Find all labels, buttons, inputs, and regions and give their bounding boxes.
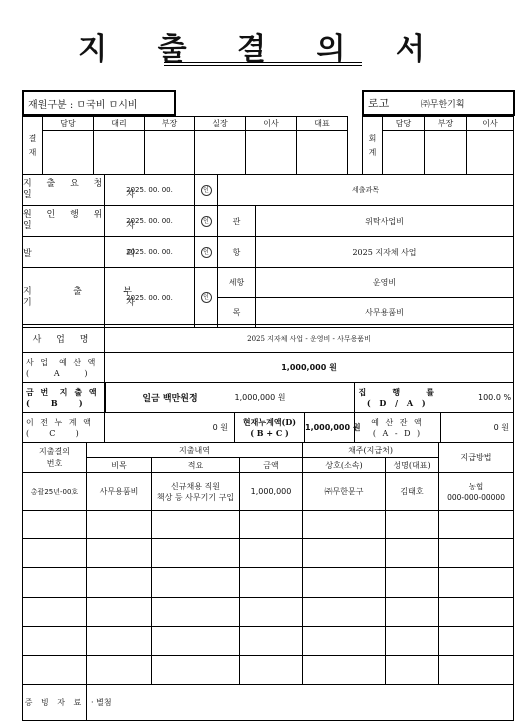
detail-method[interactable]: 농협 000-000-00000 [439, 473, 514, 511]
detail-amount[interactable]: 1,000,000 [240, 473, 303, 511]
approval-col-ceo: 대표 [297, 117, 348, 131]
date-label-proposal: 발 의 [23, 237, 105, 268]
approval-left-side-label: 결 재 [23, 117, 43, 175]
approval-right-side-label: 회 계 [363, 117, 383, 175]
title-underline-2 [164, 65, 362, 66]
detail-item[interactable]: 사무용품비 [87, 473, 152, 511]
detail-name[interactable]: 김태호 [386, 473, 439, 511]
detail-header-method: 지급방법 [439, 443, 514, 473]
approval-table [22, 116, 514, 175]
previous-label: 이 전 누 계 액 ( C ) [23, 413, 105, 443]
budget-amount-value: 1,000,000 원 [105, 353, 514, 383]
table-row [23, 568, 514, 598]
detail-header-company: 상호(소속) [303, 458, 386, 473]
balance-value: 0 원 [441, 413, 514, 443]
dates-table [22, 174, 514, 328]
detail-header-no: 지출결의 번호 [23, 443, 87, 473]
current-text-label: 일금 백만원정 [105, 383, 235, 413]
detail-company[interactable]: ㈜무한문구 [303, 473, 386, 511]
detail-header-desc: 적요 [152, 458, 240, 473]
table-row [23, 598, 514, 627]
approval-gap [348, 117, 363, 175]
budget-value-hang: 2025 지자체 사업 [256, 237, 514, 268]
date-value-cause[interactable]: 2025. 00. 00. [105, 206, 195, 237]
detail-header-creditor: 채주(지급처) [303, 443, 439, 458]
detail-no[interactable]: 총괄25년-00호 [23, 473, 87, 511]
rate-value: 100.0 % [441, 383, 514, 413]
budget-value-gwan: 위탁사업비 [256, 206, 514, 237]
table-row [23, 539, 514, 568]
date-value-ledger[interactable]: 2025. 00. 00. [105, 268, 195, 328]
approval-col-director: 부장 [145, 117, 195, 131]
accounting-col-director: 부장 [425, 117, 467, 131]
date-label-cause: 원 인 행 위 일 자 [23, 206, 105, 237]
table-row [23, 473, 514, 511]
approval-sign-box[interactable] [145, 131, 195, 175]
title-underline [164, 62, 362, 63]
cumulative-label: 현재누계액(D) ( B + C ) [235, 413, 305, 443]
logo-company: ㈜무한기획 [420, 100, 465, 110]
current-text-value: 1,000,000 원 [235, 383, 355, 413]
table-row [23, 627, 514, 656]
evidence-label: 증 빙 자 료 [23, 685, 87, 721]
accounting-col-board: 이사 [467, 117, 514, 131]
stamp-icon: 인 [201, 247, 212, 258]
budget-value-mok: 사무용품비 [256, 298, 514, 328]
budget-amount-label: 사 업 예 산 액 ( A ) [23, 353, 105, 383]
date-value-request[interactable]: 2025. 00. 00. [105, 175, 195, 206]
budget-value-sehang: 운영비 [256, 268, 514, 298]
approval-sign-box[interactable] [195, 131, 246, 175]
approval-col-chief: 실장 [195, 117, 246, 131]
approval-sign-box[interactable] [94, 131, 145, 175]
rate-label: 집 행 률 ( D / A ) [355, 383, 441, 413]
detail-header-amount: 금액 [240, 458, 303, 473]
budget-key-hang: 항 [218, 237, 256, 268]
accounting-sign-box[interactable] [383, 131, 425, 175]
cumulative-value: 1,000,000 원 [305, 413, 355, 443]
detail-header-content: 지출내역 [87, 443, 303, 458]
detail-header-item: 비목 [87, 458, 152, 473]
page-title: 지 출 결 의 서 [78, 32, 445, 67]
approval-col-board: 이사 [246, 117, 297, 131]
table-row [23, 656, 514, 685]
logo-cell [363, 91, 514, 115]
evidence-value[interactable]: · 별첨 [87, 685, 514, 721]
approval-sign-box[interactable] [43, 131, 94, 175]
budget-top-label: 세출과목 [218, 175, 514, 206]
funding-cell [23, 91, 175, 115]
detail-desc[interactable]: 신규채용 직원 책상 등 사무기기 구입 [152, 473, 240, 511]
stamp-icon: 인 [201, 292, 212, 303]
approval-sign-box[interactable] [246, 131, 297, 175]
approval-sign-box[interactable] [297, 131, 348, 175]
budget-key-mok: 목 [218, 298, 256, 328]
detail-header-name: 성명(대표) [386, 458, 439, 473]
logo-label: 로고 [368, 97, 390, 110]
approval-col-staff: 담당 [43, 117, 94, 131]
stamp-icon: 인 [201, 216, 212, 227]
previous-value: 0 원 [105, 413, 235, 443]
funding-option-city[interactable]: ㅁ시비 [108, 99, 138, 111]
balance-label: 예 산 잔 액 ( A - D ) [355, 413, 441, 443]
detail-table [22, 442, 514, 721]
date-label-ledger: 지 출 부 기 자 [23, 268, 105, 328]
table-row [23, 511, 514, 539]
date-label-request: 지 출 요 청 일 자 [23, 175, 105, 206]
header-table [22, 90, 515, 116]
stamp-icon: 인 [201, 185, 212, 196]
accounting-sign-box[interactable] [425, 131, 467, 175]
accounting-sign-box[interactable] [467, 131, 514, 175]
funding-label: 재원구분 : [28, 99, 74, 111]
funding-option-national[interactable]: ㅁ국비 [76, 99, 106, 111]
header-gap [175, 91, 363, 115]
budget-key-gwan: 관 [218, 206, 256, 237]
approval-col-assistant: 대리 [94, 117, 145, 131]
accounting-col-staff: 담당 [383, 117, 425, 131]
date-value-proposal[interactable]: 2025. 00. 00. [105, 237, 195, 268]
budget-key-sehang: 세항 [218, 268, 256, 298]
project-value: 2025 지자체 사업 - 운영비 - 사무용품비 [105, 325, 514, 353]
current-label: 금 번 지 출 액 ( B ) [23, 383, 105, 413]
project-label: 사 업 명 [23, 325, 105, 353]
amounts-table [22, 324, 514, 443]
